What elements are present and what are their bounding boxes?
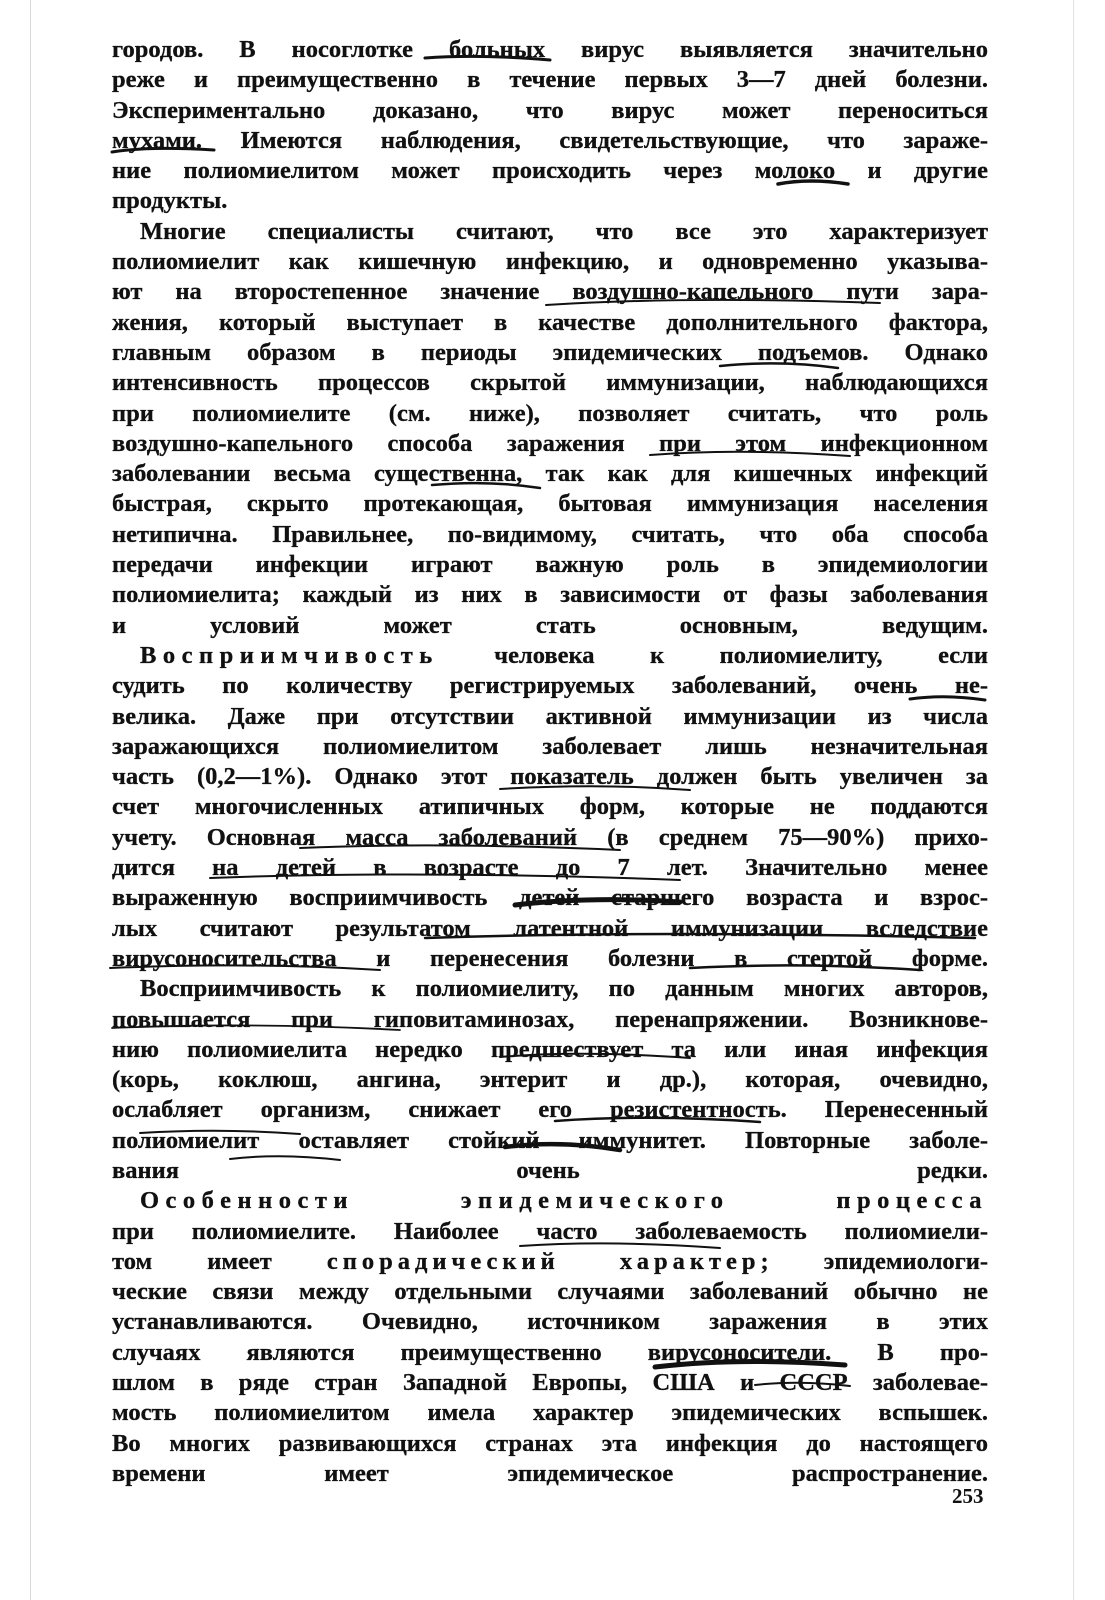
text-line: быстрая, скрыто протекающая, бытовая иммунизация населения	[112, 490, 988, 518]
text-line	[112, 641, 988, 671]
text-line: воздушно-капельного способа заражения при этом инфекционном	[112, 429, 988, 457]
text-line: случаях являются преимущественно вирусоносители. В про-	[112, 1338, 988, 1366]
text-line: мость полиомиелитом имела характер эпидемических вспышек.	[112, 1399, 988, 1427]
text-line: полиомиелита; каждый из них в зависимости от фазы заболевания	[112, 581, 988, 609]
text-line: главным образом в периоды эпидемических подъемов. Однако	[112, 338, 988, 366]
text-fragment: ;	[760, 1247, 824, 1275]
paragraph-3	[112, 641, 988, 974]
spaced-term-sporadic: спорадический характер	[326, 1247, 761, 1275]
page-number: 253	[952, 1484, 984, 1508]
page-edge-left	[30, 0, 31, 1600]
text-line: заболевании весьма существенна, так как для кишечных инфекций	[112, 460, 988, 488]
text-fragment: человека к полиомиелиту, если	[438, 641, 988, 669]
text-line: (корь, коклюш, ангина, энтерит и др.), которая, очевидно,	[112, 1066, 988, 1094]
text-line: устанавливаются. Очевидно, источником заражения в этих	[112, 1308, 988, 1336]
text-line: ние полиомиелитом может происходить через молоко и другие	[112, 157, 988, 185]
paragraph-1	[112, 35, 988, 217]
text-line: Многие специалисты считают, что все это характеризует	[140, 217, 988, 245]
paragraph-5	[112, 1186, 988, 1489]
text-line: шлом в ряде стран Западной Европы, США и СССР заболевае-	[112, 1369, 988, 1397]
text-line: часть (0,2—1%). Однако этот показатель должен быть увеличен за	[112, 763, 988, 791]
text-line: полиомиелит как кишечную инфекцию, и одновременно указыва-	[112, 248, 988, 276]
text-line: полиомиелит оставляет стойкий иммунитет. Повторные заболе-	[112, 1126, 988, 1154]
text-line: дится на детей в возрасте до 7 лет. Значительно менее	[112, 854, 988, 882]
text-line: при полиомиелите (см. ниже), позволяет считать, что роль	[112, 399, 988, 427]
paragraph-2	[112, 217, 988, 641]
text-line: Восприимчивость к полиомиелиту, по данным многих авторов,	[140, 975, 988, 1003]
text-line: и условий может стать основным, ведущим.	[112, 611, 988, 639]
text-line: лых считают результатом латентной иммунизации вследствие	[112, 914, 988, 942]
text-line: ческие связи между отдельными случаями заболеваний обычно не	[112, 1278, 988, 1306]
text-line	[112, 1247, 988, 1277]
text-line: судить по количеству регистрируемых заболеваний, очень не-	[112, 672, 988, 700]
text-line: счет многочисленных атипичных форм, которые не поддаются	[112, 793, 988, 821]
text-line: вирусоносительства и перенесения болезни в стертой форме.	[112, 944, 988, 972]
text-line	[112, 1186, 988, 1216]
text-line: при полиомиелите. Наиболее часто заболеваемость полиомиели-	[112, 1217, 988, 1245]
text-line: жения, который выступает в качестве дополнительного фактора,	[112, 308, 988, 336]
text-fragment: эпидемиологи-	[823, 1247, 988, 1275]
spaced-heading-susceptibility: Восприимчивость	[140, 641, 439, 669]
text-line: мухами. Имеются наблюдения, свидетельствующие, что зараже-	[112, 126, 988, 154]
page-body-text	[112, 35, 988, 1489]
text-line: реже и преимущественно в течение первых 3—7 дней болезни.	[112, 66, 988, 94]
text-line: нетипична. Правильнее, по-видимому, считать, что оба способа	[112, 520, 988, 548]
text-line: Во многих развивающихся странах эта инфекция до настоящего	[112, 1429, 988, 1457]
text-line: выраженную восприимчивость детей старшего возраста и взрос-	[112, 884, 988, 912]
page-edge-right	[1073, 0, 1074, 1600]
text-line: нию полиомиелита нередко предшествует та или иная инфекция	[112, 1035, 988, 1063]
text-line: учету. Основная масса заболеваний (в среднем 75—90%) прихо-	[112, 823, 988, 851]
text-line: времени имеет эпидемическое распространение.	[112, 1459, 988, 1487]
text-line: повышается при гиповитаминозах, перенапряжении. Возникнове-	[112, 1005, 988, 1033]
text-line: передачи инфекции играют важную роль в эпидемиологии	[112, 551, 988, 579]
text-fragment: том имеет	[112, 1247, 327, 1275]
text-line: ют на второстепенное значение воздушно-капельного пути зара-	[112, 278, 988, 306]
text-line: Экспериментально доказано, что вирус может переноситься	[112, 96, 988, 124]
text-line: интенсивность процессов скрытой иммунизации, наблюдающихся	[112, 369, 988, 397]
text-line: продукты.	[112, 187, 228, 215]
paragraph-4	[112, 974, 988, 1186]
text-line: заражающихся полиомиелитом заболевает лишь незначительная	[112, 732, 988, 760]
spaced-heading-epidemic-process: Особенности эпидемического процесса	[140, 1187, 988, 1215]
text-line: велика. Даже при отсутствии активной иммунизации из числа	[112, 702, 988, 730]
text-line: вания очень редки.	[112, 1156, 988, 1184]
text-line: городов. В носоглотке больных вирус выявляется значительно	[112, 36, 988, 63]
text-line: ослабляет организм, снижает его резистентность. Перенесенный	[112, 1096, 988, 1124]
